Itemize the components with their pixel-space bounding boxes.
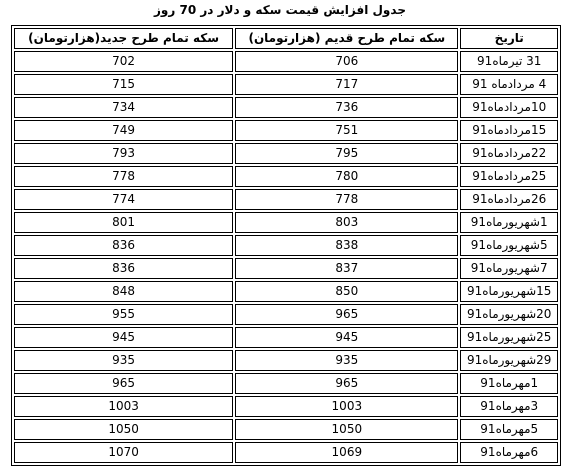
old-coin-cell: 803 (235, 212, 458, 233)
date-cell: 6مهرماه91 (460, 442, 558, 463)
table-row (14, 97, 558, 118)
old-coin-cell: 837 (235, 258, 458, 279)
table-row (14, 189, 558, 210)
date-cell: 1مهرماه91 (460, 373, 558, 394)
header-date: تاریخ (460, 28, 558, 49)
new-coin-cell: 955 (14, 304, 233, 325)
new-coin-cell: 935 (14, 350, 233, 371)
old-coin-cell: 838 (235, 235, 458, 256)
old-coin-cell: 751 (235, 120, 458, 141)
old-coin-cell: 717 (235, 74, 458, 95)
table-row (14, 120, 558, 141)
new-coin-cell: 1050 (14, 419, 233, 440)
table-row (14, 143, 558, 164)
date-cell: 25شهریورماه91 (460, 327, 558, 348)
table-row (14, 166, 558, 187)
new-coin-cell: 793 (14, 143, 233, 164)
new-coin-cell: 778 (14, 166, 233, 187)
table-row (14, 51, 558, 72)
table-row (14, 281, 558, 302)
old-coin-cell: 965 (235, 304, 458, 325)
header-row (14, 28, 558, 49)
table-row (14, 212, 558, 233)
new-coin-cell: 702 (14, 51, 233, 72)
new-coin-cell: 945 (14, 327, 233, 348)
old-coin-cell: 850 (235, 281, 458, 302)
date-cell: 1شهریورماه91 (460, 212, 558, 233)
date-cell: 31 تیرماه91 (460, 51, 558, 72)
new-coin-cell: 965 (14, 373, 233, 394)
price-table (11, 25, 561, 466)
new-coin-cell: 836 (14, 235, 233, 256)
table-row (14, 396, 558, 417)
new-coin-cell: 1070 (14, 442, 233, 463)
date-cell: 29شهریورماه91 (460, 350, 558, 371)
date-cell: 4 مردادماه 91 (460, 74, 558, 95)
old-coin-cell: 965 (235, 373, 458, 394)
table-row (14, 350, 558, 371)
date-cell: 5شهریورماه91 (460, 235, 558, 256)
date-cell: 7شهریورماه91 (460, 258, 558, 279)
date-cell: 22مردادماه91 (460, 143, 558, 164)
table-row (14, 419, 558, 440)
old-coin-cell: 1003 (235, 396, 458, 417)
new-coin-cell: 801 (14, 212, 233, 233)
table-row (14, 373, 558, 394)
header-new-coin: سکه تمام طرح جدید(هزارتومان) (14, 28, 233, 49)
table-row (14, 74, 558, 95)
new-coin-cell: 774 (14, 189, 233, 210)
date-cell: 25مردادماه91 (460, 166, 558, 187)
new-coin-cell: 734 (14, 97, 233, 118)
new-coin-cell: 1003 (14, 396, 233, 417)
table-row (14, 258, 558, 279)
old-coin-cell: 795 (235, 143, 458, 164)
new-coin-cell: 836 (14, 258, 233, 279)
date-cell: 3مهرماه91 (460, 396, 558, 417)
old-coin-cell: 736 (235, 97, 458, 118)
table-row (14, 442, 558, 463)
new-coin-cell: 749 (14, 120, 233, 141)
date-cell: 15مردادماه91 (460, 120, 558, 141)
header-old-coin: سکه تمام طرح قدیم (هزارتومان) (235, 28, 458, 49)
table-row (14, 304, 558, 325)
old-coin-cell: 1050 (235, 419, 458, 440)
old-coin-cell: 778 (235, 189, 458, 210)
table-row (14, 235, 558, 256)
table-row (14, 327, 558, 348)
new-coin-cell: 715 (14, 74, 233, 95)
date-cell: 20شهریورماه91 (460, 304, 558, 325)
date-cell: 26مردادماه91 (460, 189, 558, 210)
table-caption: جدول افزایش قیمت سکه و دلار در 70 روز (154, 3, 406, 17)
old-coin-cell: 945 (235, 327, 458, 348)
date-cell: 5مهرماه91 (460, 419, 558, 440)
date-cell: 10مردادماه91 (460, 97, 558, 118)
date-cell: 15شهریورماه91 (460, 281, 558, 302)
old-coin-cell: 780 (235, 166, 458, 187)
old-coin-cell: 706 (235, 51, 458, 72)
old-coin-cell: 935 (235, 350, 458, 371)
new-coin-cell: 848 (14, 281, 233, 302)
old-coin-cell: 1069 (235, 442, 458, 463)
